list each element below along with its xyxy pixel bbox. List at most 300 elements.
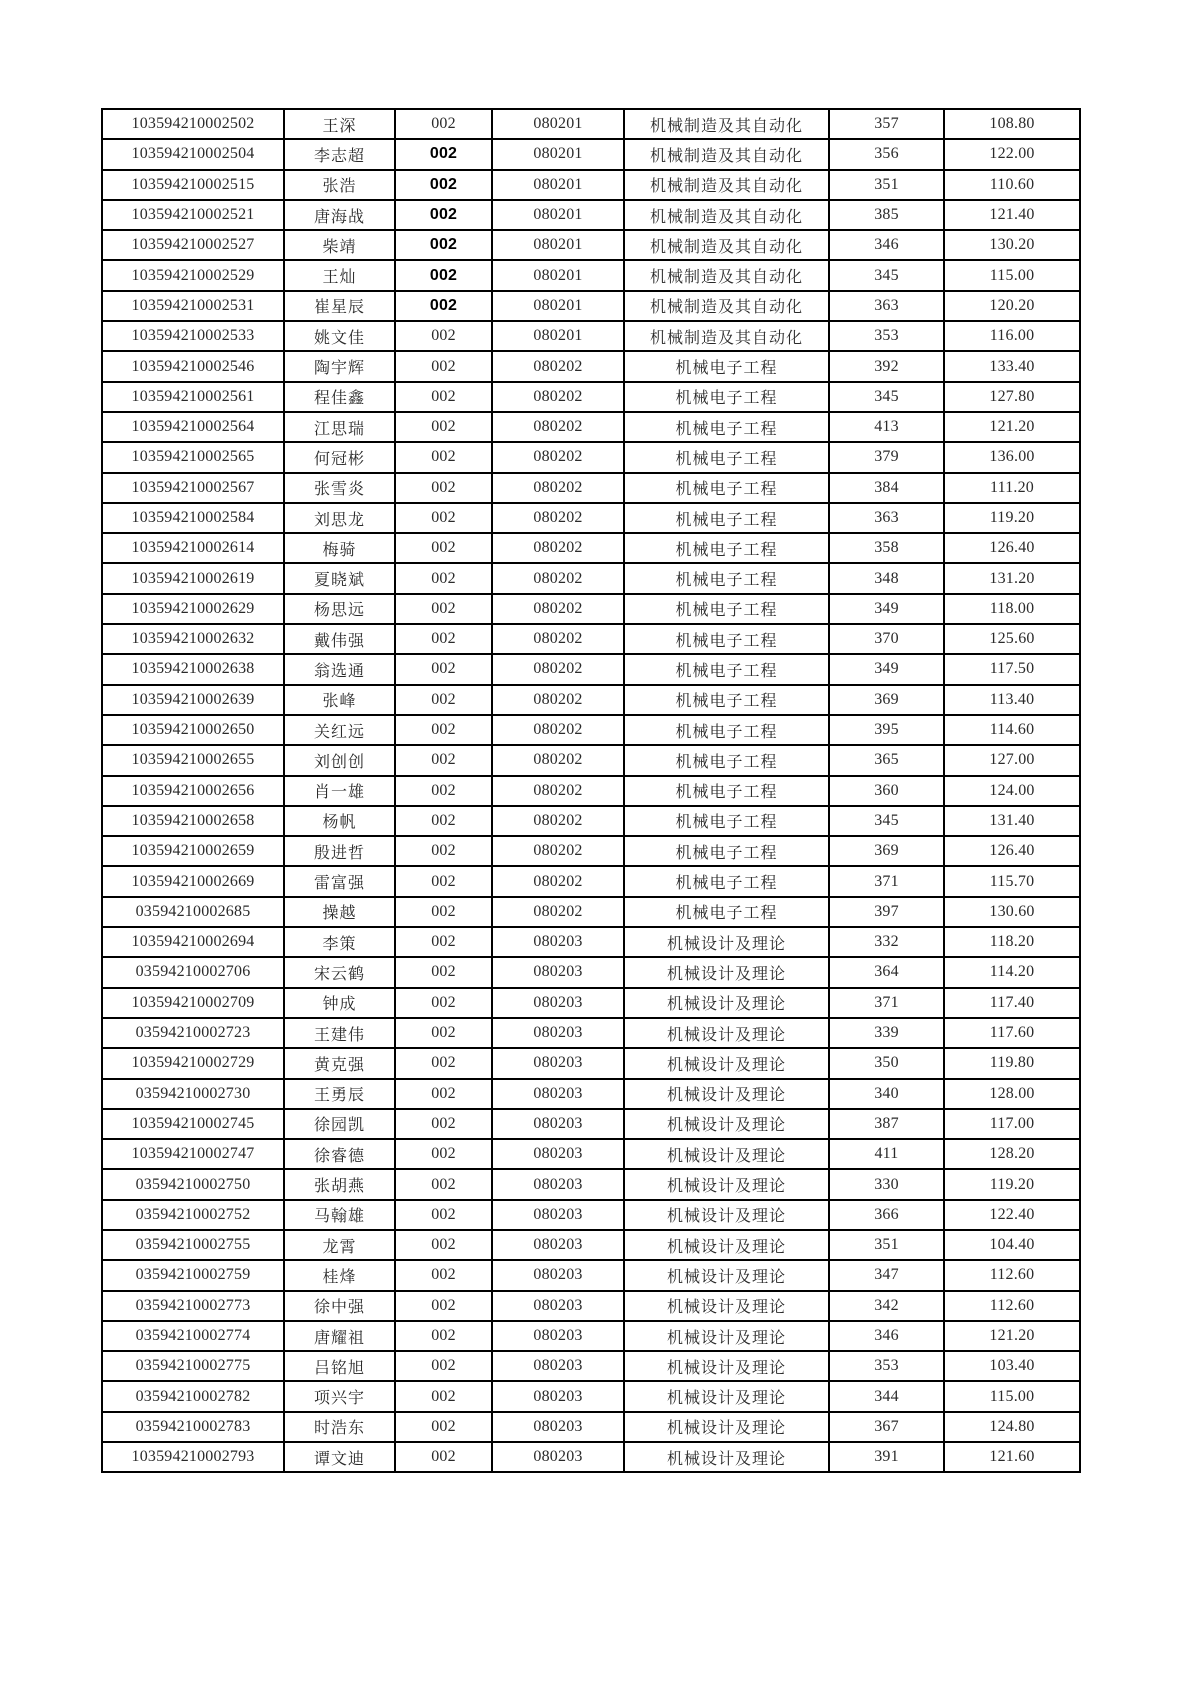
cell-major-name: 机械设计及理论 (624, 1018, 829, 1048)
cell-major-name: 机械电子工程 (624, 473, 829, 503)
cell-retest-score: 115.00 (944, 1381, 1080, 1411)
cell-major-name: 机械电子工程 (624, 654, 829, 684)
cell-major-name: 机械电子工程 (624, 715, 829, 745)
cell-retest-score: 121.20 (944, 412, 1080, 442)
cell-retest-score: 112.60 (944, 1260, 1080, 1290)
cell-initial-score: 358 (829, 533, 944, 563)
cell-candidate-id: 103594210002793 (102, 1442, 284, 1472)
cell-major-name: 机械电子工程 (624, 412, 829, 442)
cell-candidate-id: 103594210002584 (102, 503, 284, 533)
cell-candidate-id: 103594210002565 (102, 442, 284, 472)
cell-candidate-id: 103594210002639 (102, 685, 284, 715)
cell-major-code: 080203 (492, 1079, 624, 1109)
cell-initial-score: 346 (829, 230, 944, 260)
cell-major-code: 080202 (492, 776, 624, 806)
table-row (102, 382, 1080, 412)
cell-dept-code: 002 (395, 1048, 492, 1078)
cell-dept-code: 002 (395, 1442, 492, 1472)
cell-name: 王灿 (284, 260, 395, 290)
cell-initial-score: 413 (829, 412, 944, 442)
cell-dept-code: 002 (395, 382, 492, 412)
cell-initial-score: 345 (829, 806, 944, 836)
table-row (102, 563, 1080, 593)
cell-major-name: 机械电子工程 (624, 836, 829, 866)
cell-name: 梅骑 (284, 533, 395, 563)
cell-major-name: 机械电子工程 (624, 624, 829, 654)
cell-initial-score: 349 (829, 594, 944, 624)
cell-initial-score: 347 (829, 1260, 944, 1290)
cell-name: 李志超 (284, 139, 395, 169)
table-row (102, 170, 1080, 200)
cell-name: 江思瑞 (284, 412, 395, 442)
cell-major-name: 机械电子工程 (624, 685, 829, 715)
table-row (102, 533, 1080, 563)
cell-major-code: 080201 (492, 200, 624, 230)
cell-major-code: 080201 (492, 260, 624, 290)
cell-major-code: 080201 (492, 230, 624, 260)
cell-name: 王勇辰 (284, 1079, 395, 1109)
cell-name: 程佳鑫 (284, 382, 395, 412)
table-row (102, 200, 1080, 230)
cell-major-code: 080203 (492, 1169, 624, 1199)
cell-candidate-id: 103594210002502 (102, 109, 284, 139)
cell-retest-score: 114.20 (944, 957, 1080, 987)
cell-initial-score: 379 (829, 442, 944, 472)
cell-major-name: 机械电子工程 (624, 745, 829, 775)
cell-retest-score: 114.60 (944, 715, 1080, 745)
cell-major-code: 080202 (492, 866, 624, 896)
cell-major-name: 机械制造及其自动化 (624, 109, 829, 139)
cell-major-name: 机械制造及其自动化 (624, 200, 829, 230)
cell-major-name: 机械制造及其自动化 (624, 230, 829, 260)
results-table (101, 108, 1081, 1473)
cell-retest-score: 130.20 (944, 230, 1080, 260)
cell-candidate-id: 03594210002750 (102, 1169, 284, 1199)
cell-initial-score: 384 (829, 473, 944, 503)
cell-retest-score: 130.60 (944, 897, 1080, 927)
cell-retest-score: 104.40 (944, 1230, 1080, 1260)
cell-dept-code: 002 (395, 503, 492, 533)
cell-major-name: 机械电子工程 (624, 594, 829, 624)
cell-major-name: 机械设计及理论 (624, 1048, 829, 1078)
cell-major-code: 080203 (492, 1412, 624, 1442)
cell-major-name: 机械电子工程 (624, 897, 829, 927)
cell-dept-code: 002 (395, 715, 492, 745)
cell-initial-score: 366 (829, 1200, 944, 1230)
table-row (102, 745, 1080, 775)
cell-major-code: 080202 (492, 351, 624, 381)
table-row (102, 1200, 1080, 1230)
cell-retest-score: 108.80 (944, 109, 1080, 139)
table-row (102, 1018, 1080, 1048)
cell-candidate-id: 03594210002755 (102, 1230, 284, 1260)
cell-name: 关红远 (284, 715, 395, 745)
cell-name: 刘创创 (284, 745, 395, 775)
cell-retest-score: 126.40 (944, 533, 1080, 563)
cell-major-code: 080203 (492, 927, 624, 957)
cell-candidate-id: 103594210002619 (102, 563, 284, 593)
table-row (102, 1109, 1080, 1139)
cell-dept-code: 002 (395, 1260, 492, 1290)
cell-candidate-id: 03594210002775 (102, 1351, 284, 1381)
cell-retest-score: 112.60 (944, 1291, 1080, 1321)
cell-major-name: 机械制造及其自动化 (624, 139, 829, 169)
cell-major-code: 080203 (492, 1109, 624, 1139)
cell-retest-score: 119.20 (944, 503, 1080, 533)
cell-candidate-id: 03594210002730 (102, 1079, 284, 1109)
cell-major-name: 机械电子工程 (624, 806, 829, 836)
cell-candidate-id: 103594210002669 (102, 866, 284, 896)
cell-initial-score: 357 (829, 109, 944, 139)
table-row (102, 806, 1080, 836)
cell-dept-code: 002 (395, 685, 492, 715)
cell-initial-score: 365 (829, 745, 944, 775)
cell-retest-score: 119.20 (944, 1169, 1080, 1199)
cell-dept-code: 002 (395, 1139, 492, 1169)
cell-candidate-id: 103594210002659 (102, 836, 284, 866)
cell-initial-score: 370 (829, 624, 944, 654)
table-row (102, 988, 1080, 1018)
cell-name: 时浩东 (284, 1412, 395, 1442)
cell-major-code: 080203 (492, 957, 624, 987)
cell-initial-score: 360 (829, 776, 944, 806)
cell-major-code: 080202 (492, 624, 624, 654)
cell-dept-code: 002 (395, 624, 492, 654)
cell-major-code: 080202 (492, 503, 624, 533)
cell-major-code: 080202 (492, 685, 624, 715)
cell-initial-score: 369 (829, 685, 944, 715)
table-row (102, 1291, 1080, 1321)
cell-major-code: 080202 (492, 897, 624, 927)
cell-candidate-id: 103594210002561 (102, 382, 284, 412)
cell-name: 宋云鹤 (284, 957, 395, 987)
cell-initial-score: 340 (829, 1079, 944, 1109)
cell-name: 王深 (284, 109, 395, 139)
cell-candidate-id: 103594210002531 (102, 291, 284, 321)
cell-initial-score: 369 (829, 836, 944, 866)
cell-name: 徐园凯 (284, 1109, 395, 1139)
cell-major-name: 机械设计及理论 (624, 1139, 829, 1169)
cell-candidate-id: 103594210002632 (102, 624, 284, 654)
table-row (102, 291, 1080, 321)
cell-major-code: 080201 (492, 291, 624, 321)
cell-candidate-id: 103594210002709 (102, 988, 284, 1018)
table-row (102, 351, 1080, 381)
cell-major-name: 机械设计及理论 (624, 1260, 829, 1290)
table-row (102, 442, 1080, 472)
cell-major-code: 080203 (492, 1018, 624, 1048)
table-row (102, 503, 1080, 533)
cell-retest-score: 115.00 (944, 260, 1080, 290)
cell-initial-score: 345 (829, 382, 944, 412)
cell-name: 黄克强 (284, 1048, 395, 1078)
cell-dept-code: 002 (395, 200, 492, 230)
cell-name: 杨帆 (284, 806, 395, 836)
cell-dept-code: 002 (395, 594, 492, 624)
cell-dept-code: 002 (395, 1109, 492, 1139)
cell-name: 雷富强 (284, 866, 395, 896)
cell-dept-code: 002 (395, 473, 492, 503)
cell-major-code: 080203 (492, 1048, 624, 1078)
cell-name: 张峰 (284, 685, 395, 715)
cell-initial-score: 348 (829, 563, 944, 593)
cell-retest-score: 117.50 (944, 654, 1080, 684)
cell-retest-score: 103.40 (944, 1351, 1080, 1381)
table-row (102, 1230, 1080, 1260)
table-row (102, 836, 1080, 866)
cell-initial-score: 349 (829, 654, 944, 684)
cell-candidate-id: 03594210002773 (102, 1291, 284, 1321)
table-row (102, 1351, 1080, 1381)
cell-initial-score: 351 (829, 170, 944, 200)
table-row (102, 1169, 1080, 1199)
cell-initial-score: 351 (829, 1230, 944, 1260)
cell-name: 吕铭旭 (284, 1351, 395, 1381)
cell-major-name: 机械电子工程 (624, 563, 829, 593)
cell-dept-code: 002 (395, 139, 492, 169)
cell-initial-score: 353 (829, 1351, 944, 1381)
cell-retest-score: 121.20 (944, 1321, 1080, 1351)
cell-dept-code: 002 (395, 836, 492, 866)
cell-major-name: 机械电子工程 (624, 382, 829, 412)
cell-dept-code: 002 (395, 897, 492, 927)
cell-name: 崔星辰 (284, 291, 395, 321)
cell-major-name: 机械设计及理论 (624, 1200, 829, 1230)
cell-retest-score: 121.40 (944, 200, 1080, 230)
cell-initial-score: 332 (829, 927, 944, 957)
cell-retest-score: 118.20 (944, 927, 1080, 957)
cell-major-code: 080201 (492, 139, 624, 169)
cell-major-name: 机械设计及理论 (624, 1291, 829, 1321)
results-table-body (102, 109, 1080, 1472)
cell-major-code: 080202 (492, 533, 624, 563)
table-row (102, 1139, 1080, 1169)
cell-dept-code: 002 (395, 563, 492, 593)
table-row (102, 654, 1080, 684)
cell-major-name: 机械设计及理论 (624, 1412, 829, 1442)
cell-candidate-id: 103594210002567 (102, 473, 284, 503)
cell-major-name: 机械设计及理论 (624, 1442, 829, 1472)
cell-candidate-id: 103594210002546 (102, 351, 284, 381)
cell-candidate-id: 03594210002783 (102, 1412, 284, 1442)
cell-candidate-id: 03594210002759 (102, 1260, 284, 1290)
cell-retest-score: 122.00 (944, 139, 1080, 169)
cell-dept-code: 002 (395, 321, 492, 351)
cell-name: 戴伟强 (284, 624, 395, 654)
cell-major-name: 机械设计及理论 (624, 988, 829, 1018)
table-row (102, 1079, 1080, 1109)
cell-major-code: 080202 (492, 442, 624, 472)
cell-dept-code: 002 (395, 988, 492, 1018)
cell-initial-score: 385 (829, 200, 944, 230)
cell-name: 徐睿德 (284, 1139, 395, 1169)
cell-initial-score: 353 (829, 321, 944, 351)
cell-major-code: 080202 (492, 594, 624, 624)
cell-candidate-id: 103594210002564 (102, 412, 284, 442)
cell-candidate-id: 03594210002782 (102, 1381, 284, 1411)
cell-name: 张胡燕 (284, 1169, 395, 1199)
table-row (102, 624, 1080, 654)
cell-major-name: 机械电子工程 (624, 503, 829, 533)
cell-candidate-id: 03594210002723 (102, 1018, 284, 1048)
cell-name: 殷进哲 (284, 836, 395, 866)
cell-retest-score: 118.00 (944, 594, 1080, 624)
cell-major-code: 080203 (492, 1381, 624, 1411)
cell-retest-score: 120.20 (944, 291, 1080, 321)
table-row (102, 1321, 1080, 1351)
cell-name: 马翰雄 (284, 1200, 395, 1230)
cell-major-name: 机械电子工程 (624, 866, 829, 896)
cell-dept-code: 002 (395, 109, 492, 139)
cell-retest-score: 122.40 (944, 1200, 1080, 1230)
cell-candidate-id: 103594210002745 (102, 1109, 284, 1139)
cell-candidate-id: 103594210002729 (102, 1048, 284, 1078)
cell-initial-score: 346 (829, 1321, 944, 1351)
cell-retest-score: 125.60 (944, 624, 1080, 654)
cell-major-code: 080202 (492, 715, 624, 745)
cell-retest-score: 121.60 (944, 1442, 1080, 1472)
cell-retest-score: 124.00 (944, 776, 1080, 806)
cell-dept-code: 002 (395, 1321, 492, 1351)
table-row (102, 1048, 1080, 1078)
cell-major-code: 080203 (492, 1291, 624, 1321)
table-row (102, 927, 1080, 957)
cell-name: 杨思远 (284, 594, 395, 624)
cell-dept-code: 002 (395, 1018, 492, 1048)
cell-major-code: 080202 (492, 382, 624, 412)
cell-name: 王建伟 (284, 1018, 395, 1048)
cell-name: 刘思龙 (284, 503, 395, 533)
cell-retest-score: 115.70 (944, 866, 1080, 896)
table-row (102, 473, 1080, 503)
cell-initial-score: 356 (829, 139, 944, 169)
cell-initial-score: 364 (829, 957, 944, 987)
cell-dept-code: 002 (395, 866, 492, 896)
cell-major-name: 机械设计及理论 (624, 1079, 829, 1109)
cell-major-code: 080202 (492, 806, 624, 836)
table-row (102, 1381, 1080, 1411)
cell-candidate-id: 103594210002650 (102, 715, 284, 745)
cell-name: 张雪炎 (284, 473, 395, 503)
cell-dept-code: 002 (395, 1079, 492, 1109)
cell-major-code: 080201 (492, 170, 624, 200)
cell-dept-code: 002 (395, 1200, 492, 1230)
table-row (102, 230, 1080, 260)
cell-name: 唐海战 (284, 200, 395, 230)
cell-dept-code: 002 (395, 745, 492, 775)
table-row (102, 109, 1080, 139)
cell-retest-score: 117.00 (944, 1109, 1080, 1139)
table-row (102, 260, 1080, 290)
cell-candidate-id: 103594210002658 (102, 806, 284, 836)
cell-major-name: 机械电子工程 (624, 776, 829, 806)
cell-candidate-id: 03594210002706 (102, 957, 284, 987)
table-row (102, 957, 1080, 987)
cell-dept-code: 002 (395, 351, 492, 381)
cell-initial-score: 395 (829, 715, 944, 745)
cell-candidate-id: 103594210002629 (102, 594, 284, 624)
cell-name: 张浩 (284, 170, 395, 200)
cell-major-name: 机械设计及理论 (624, 1321, 829, 1351)
cell-initial-score: 350 (829, 1048, 944, 1078)
cell-retest-score: 131.20 (944, 563, 1080, 593)
table-row (102, 685, 1080, 715)
cell-retest-score: 110.60 (944, 170, 1080, 200)
cell-dept-code: 002 (395, 806, 492, 836)
cell-major-code: 080202 (492, 745, 624, 775)
cell-dept-code: 002 (395, 291, 492, 321)
cell-initial-score: 363 (829, 503, 944, 533)
cell-major-code: 080203 (492, 1230, 624, 1260)
cell-name: 陶宇辉 (284, 351, 395, 381)
cell-dept-code: 002 (395, 1351, 492, 1381)
cell-candidate-id: 03594210002774 (102, 1321, 284, 1351)
cell-dept-code: 002 (395, 1169, 492, 1199)
cell-name: 徐中强 (284, 1291, 395, 1321)
cell-name: 钟成 (284, 988, 395, 1018)
cell-initial-score: 387 (829, 1109, 944, 1139)
table-row (102, 897, 1080, 927)
cell-name: 夏晓斌 (284, 563, 395, 593)
table-row (102, 866, 1080, 896)
cell-candidate-id: 103594210002515 (102, 170, 284, 200)
cell-major-code: 080203 (492, 988, 624, 1018)
cell-candidate-id: 103594210002521 (102, 200, 284, 230)
cell-candidate-id: 103594210002655 (102, 745, 284, 775)
cell-major-name: 机械设计及理论 (624, 1169, 829, 1199)
cell-retest-score: 117.40 (944, 988, 1080, 1018)
cell-initial-score: 367 (829, 1412, 944, 1442)
table-row (102, 1260, 1080, 1290)
cell-candidate-id: 03594210002685 (102, 897, 284, 927)
cell-retest-score: 117.60 (944, 1018, 1080, 1048)
cell-dept-code: 002 (395, 170, 492, 200)
cell-candidate-id: 03594210002752 (102, 1200, 284, 1230)
cell-major-code: 080202 (492, 563, 624, 593)
cell-major-code: 080202 (492, 473, 624, 503)
cell-name: 李策 (284, 927, 395, 957)
cell-initial-score: 345 (829, 260, 944, 290)
cell-candidate-id: 103594210002527 (102, 230, 284, 260)
cell-dept-code: 002 (395, 927, 492, 957)
cell-initial-score: 392 (829, 351, 944, 381)
cell-major-name: 机械制造及其自动化 (624, 170, 829, 200)
table-row (102, 412, 1080, 442)
cell-retest-score: 126.40 (944, 836, 1080, 866)
cell-name: 唐耀祖 (284, 1321, 395, 1351)
cell-major-code: 080203 (492, 1321, 624, 1351)
cell-name: 翁选通 (284, 654, 395, 684)
cell-major-name: 机械设计及理论 (624, 957, 829, 987)
cell-dept-code: 002 (395, 1381, 492, 1411)
cell-retest-score: 127.80 (944, 382, 1080, 412)
cell-major-name: 机械设计及理论 (624, 1230, 829, 1260)
cell-dept-code: 002 (395, 230, 492, 260)
cell-major-name: 机械设计及理论 (624, 1109, 829, 1139)
cell-major-name: 机械电子工程 (624, 351, 829, 381)
cell-initial-score: 330 (829, 1169, 944, 1199)
cell-name: 桂烽 (284, 1260, 395, 1290)
cell-retest-score: 116.00 (944, 321, 1080, 351)
cell-retest-score: 113.40 (944, 685, 1080, 715)
cell-retest-score: 133.40 (944, 351, 1080, 381)
table-row (102, 715, 1080, 745)
cell-dept-code: 002 (395, 1230, 492, 1260)
cell-name: 何冠彬 (284, 442, 395, 472)
cell-major-code: 080203 (492, 1351, 624, 1381)
cell-initial-score: 342 (829, 1291, 944, 1321)
cell-dept-code: 002 (395, 412, 492, 442)
